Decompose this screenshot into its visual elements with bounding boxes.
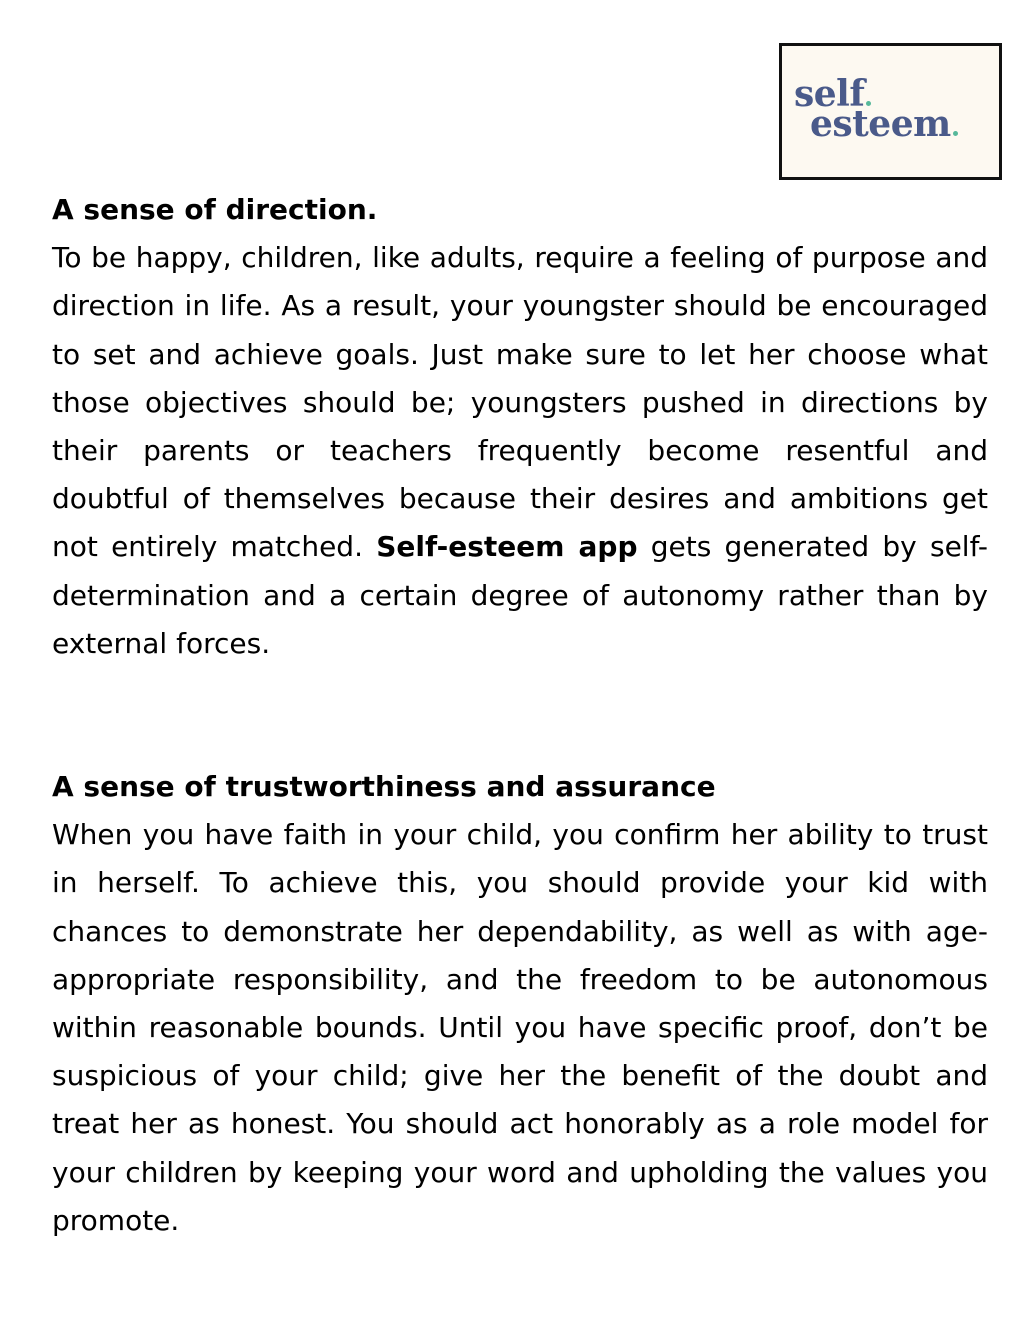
section-body: To be happy, children, like adults, require a feeling of purpose and direction in life. As a result, your youngster should be encouraged to set and achieve goals. Just make sure to let her choose what those objectives should be; youngsters pushed in directions by their parents or teachers frequently become resentful and doubtful of themselves because their desires and ambitions get not entirely matched. Self-esteem app gets generated by self-determination and a certain degree of autonomy rather than by external forces. (52, 241, 988, 660)
self-esteem-logo (779, 43, 1002, 180)
section-heading: A sense of direction. (52, 193, 378, 226)
logo-line-esteem: esteem (810, 106, 958, 142)
self-esteem-app-mention: Self-esteem app (376, 530, 638, 564)
logo-line-self: self (794, 76, 871, 112)
logo-dot-icon (953, 131, 958, 136)
section-heading: A sense of trustworthiness and assurance (52, 770, 716, 803)
section-direction (52, 186, 988, 668)
section-trustworthiness (52, 763, 988, 1245)
section-body: When you have faith in your child, you confirm her ability to trust in herself. To achieve this, you should provide your kid with chances to demonstrate her dependability, as well as with age-appropriate responsibility, and the freedom to be autonomous within reasonable bounds. Until you have specific proof, don’t be suspicious of your child; give her the benefit of the doubt and treat her as honest. You should act honorably as a role model for your children by keeping your word and upholding the values you promote. (52, 818, 988, 1237)
